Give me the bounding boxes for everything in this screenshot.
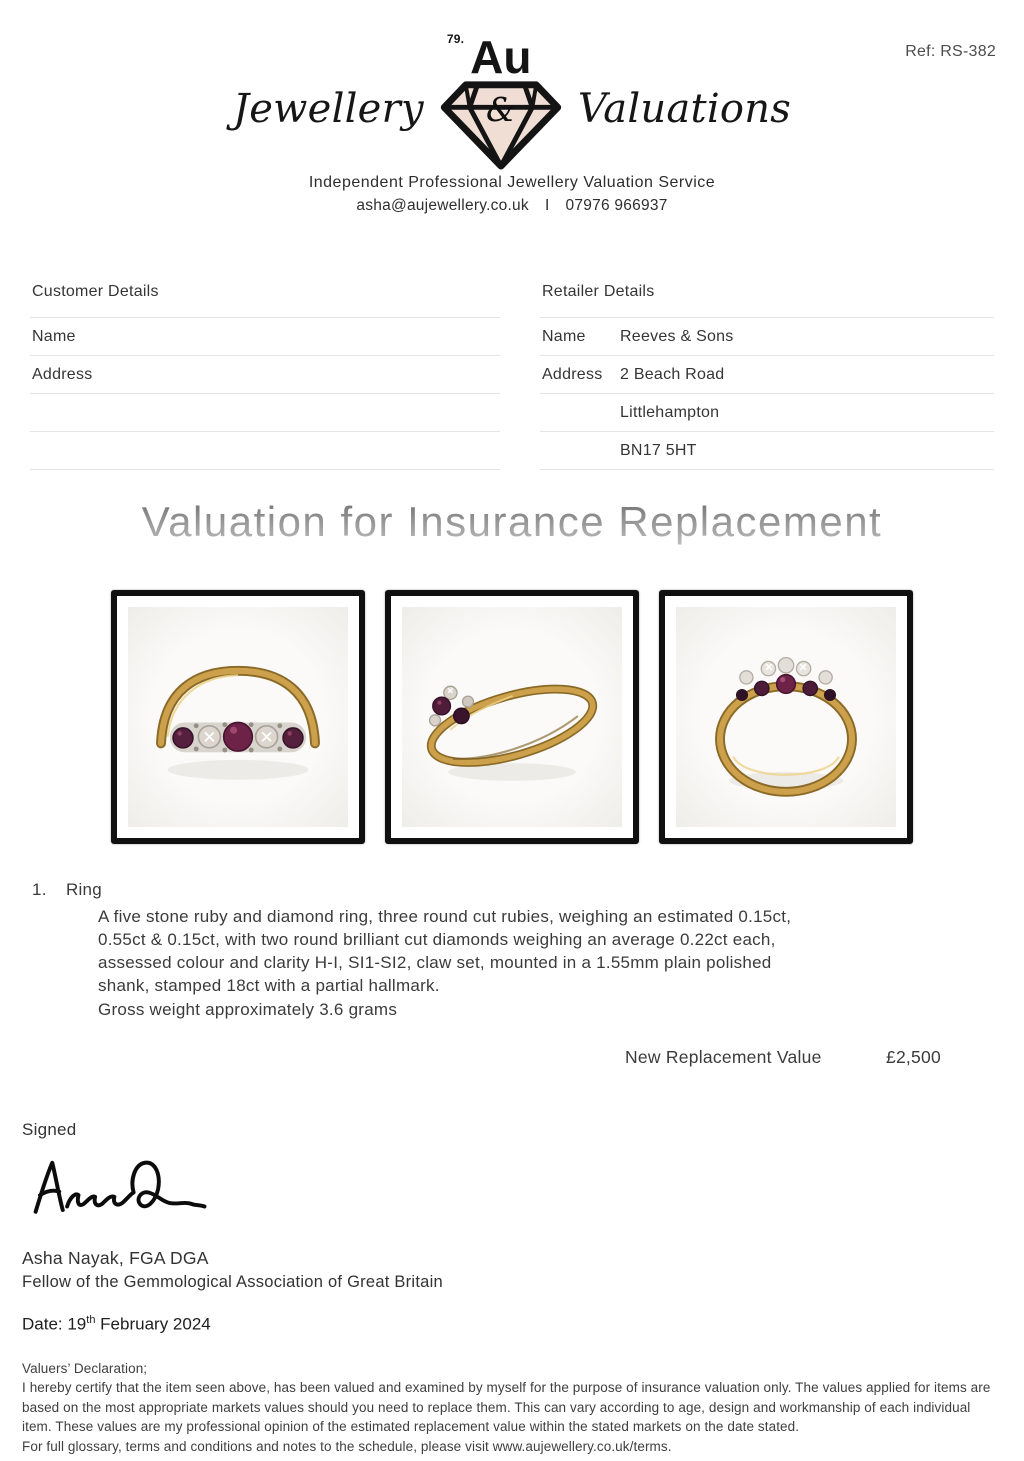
- item-number: 1.: [32, 880, 47, 899]
- declaration-footer: For full glossary, terms and conditions and notes to the schedule, please visit www.aujewellery.co.uk/terms.: [22, 1438, 672, 1454]
- logo-diamond-block: [434, 31, 568, 170]
- gross-weight: Gross weight approximately 3.6 grams: [98, 1000, 398, 1019]
- table-row: [540, 432, 994, 470]
- table-row: [30, 356, 500, 394]
- ordinal-superscript: th: [86, 1314, 96, 1326]
- ring-front-illustration: [128, 607, 348, 827]
- retailer-details-title: Retailer Details: [540, 277, 994, 318]
- table-row: [30, 432, 500, 470]
- tagline: Independent Professional Jewellery Valuation Service: [308, 174, 716, 191]
- ring-photo-back: [659, 590, 913, 844]
- page-title: Valuation for Insurance Replacement: [141, 498, 883, 545]
- contact-email: asha@aujewellery.co.uk: [356, 197, 529, 214]
- atomic-number-label: 79.: [446, 32, 465, 46]
- handwritten-signature: [28, 1154, 213, 1224]
- retailer-details-table: [540, 277, 994, 470]
- row-value: Reeves & Sons: [620, 327, 734, 345]
- contact-phone: 07976 966937: [565, 197, 668, 214]
- ring-photo-front: [111, 590, 365, 844]
- details-section: [0, 277, 1024, 470]
- table-row: [540, 356, 994, 394]
- brand-logo: [0, 31, 1024, 170]
- customer-details-title: Customer Details: [30, 277, 500, 318]
- gold-symbol-label: Au: [470, 31, 532, 83]
- declaration-title: Valuers’ Declaration;: [22, 1360, 148, 1376]
- item-title: Ring: [66, 880, 102, 899]
- ring-side-illustration: [402, 607, 622, 827]
- item-entry: [0, 880, 1024, 1068]
- reference-number: Ref: RS-382: [905, 43, 996, 60]
- declaration-body: I hereby certify that the item seen above, has been valued and examined by myself for the purpose of insurance valuation only. The values applied for items are based on the most appropriate markets values should you need to replace them. This can vary according to age, design and workmanship of each individual item. These values are my professional opinion of the estimated replacement value within the stated markets on the date stated.: [22, 1380, 991, 1435]
- signed-label: Signed: [22, 1120, 77, 1139]
- table-row: [540, 318, 994, 356]
- logo-ampersand: &: [486, 90, 516, 129]
- valuation-certificate-page: [0, 31, 1024, 1461]
- date-line: Date: 19th February 2024: [22, 1314, 211, 1334]
- valuer-name: Asha Nayak, FGA DGA: [22, 1248, 209, 1268]
- table-row: [30, 318, 500, 356]
- logo-word-valuations: Valuations: [577, 86, 792, 132]
- row-label: Name: [32, 327, 76, 345]
- logo-word-jewellery: Jewellery: [232, 86, 424, 132]
- row-label: Name: [542, 327, 586, 345]
- contact-separator: I: [544, 197, 550, 214]
- customer-details-table: [30, 277, 500, 470]
- item-photos: [0, 590, 1024, 844]
- valuers-declaration: [22, 1359, 1000, 1457]
- replacement-value-row: [625, 1047, 941, 1068]
- row-label: Address: [542, 365, 603, 383]
- valuer-title: Fellow of the Gemmological Association of Great Britain: [22, 1273, 443, 1291]
- replacement-value-amount: £2,500: [885, 1047, 941, 1067]
- ring-back-illustration: [676, 607, 896, 827]
- item-description: A five stone ruby and diamond ring, three round cut rubies, weighing an estimated 0.15ct, 0.55ct & 0.15ct, with two round brilliant cut diamonds weighing an average 0.22ct each, assessed colour and clarity H-I, SI1-SI2, claw set, mounted in a 1.55mm plain polished shank, stamped 18ct with a partial hallmark.: [98, 907, 792, 995]
- table-row: [540, 394, 994, 432]
- row-value: 2 Beach Road: [620, 365, 725, 383]
- ring-photo-side: [385, 590, 639, 844]
- contact-line: [0, 197, 1024, 215]
- replacement-value-label: New Replacement Value: [625, 1047, 822, 1067]
- row-value: BN17 5HT: [620, 441, 697, 459]
- table-row: [30, 394, 500, 432]
- row-label: Address: [32, 365, 93, 383]
- row-value: Littlehampton: [620, 403, 720, 421]
